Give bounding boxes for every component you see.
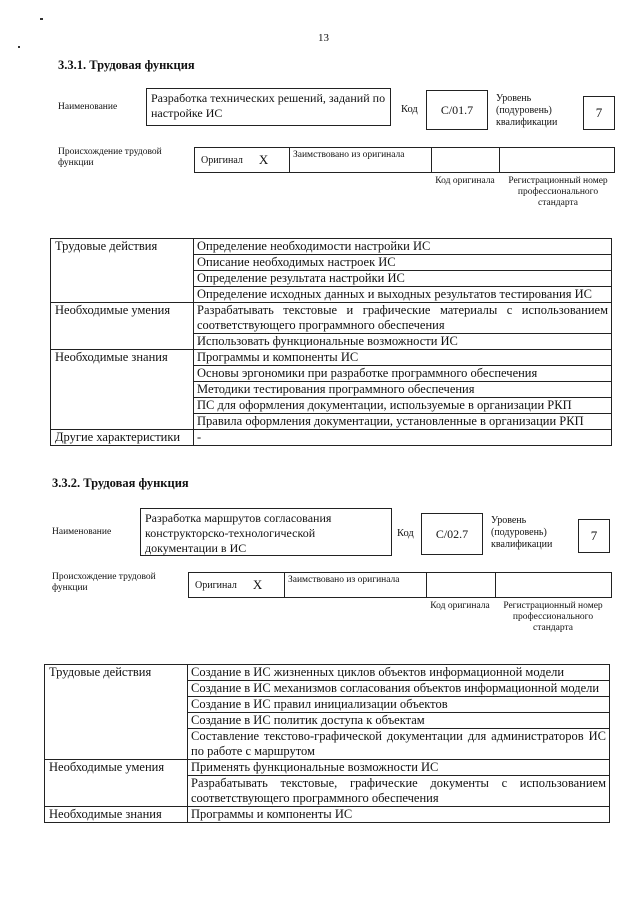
original-label: Оригинал [201,154,243,166]
function-table [50,238,612,446]
table-row: Программы и компоненты ИС [194,350,612,366]
original-cell [189,573,285,597]
code-label: Код [401,104,418,115]
level-box: 7 [578,519,610,553]
reg-num-cell [496,573,611,597]
origin-row [188,572,612,598]
table-row: Программы и компоненты ИС [188,807,610,823]
original-cell [195,148,290,172]
level-label: Уровень (подуровень) квалификации [491,515,553,550]
table-row: Описание необходимых настроек ИС [194,255,612,271]
function-code-box: C/01.7 [426,90,488,130]
function-table [44,664,610,823]
table-row: Определение необходимости настройки ИС [194,239,612,255]
orig-code-cell [427,573,496,597]
table-row: Составление текстово-графической документации для администраторов ИС по работе с маршрутом [188,729,610,760]
category-cell: Необходимые знания [51,350,194,430]
orig-code-cell [432,148,500,172]
section-heading: 3.3.1. Трудовая функция [58,58,195,72]
table-row: Создание в ИС механизмов согласования объектов информационной модели [188,681,610,697]
category-cell: Необходимые умения [45,760,188,807]
page-number: 13 [318,32,329,44]
table-row: ПС для оформления документации, используемые в организации РКП [194,398,612,414]
category-cell: Трудовые действия [51,239,194,303]
function-code-box: C/02.7 [421,513,483,555]
table-row: - [194,430,612,446]
reg-num-caption: Регистрационный номер профессионального стандарта [508,176,608,208]
table-row: Создание в ИС жизненных циклов объектов информационной модели [188,665,610,681]
origin-row [194,147,615,173]
original-mark: X [252,577,263,592]
table-row: Определение результата настройки ИС [194,271,612,287]
table-row: Разрабатывать текстовые и графические материалы с использованием соответствующего программного обеспечения [194,303,612,334]
original-label: Оригинал [195,579,237,591]
function-name-box: Разработка технических решений, заданий по настройке ИС [146,88,391,126]
table-row: Правила оформления документации, установленные в организации РКП [194,414,612,430]
origin-label: Происхождение трудовой функции [52,572,156,593]
table-row: Применять функциональные возможности ИС [188,760,610,776]
code-label: Код [397,528,414,539]
orig-code-caption: Код оригинала [430,601,490,611]
scan-mark [40,18,43,20]
level-box: 7 [583,96,615,130]
table-row: Использовать функциональные возможности ИС [194,334,612,350]
original-mark: X [258,152,269,167]
table-row: Разрабатывать текстовые, графические документы с использованием соответствующего программного обеспечения [188,776,610,807]
reg-num-cell [500,148,614,172]
category-cell: Трудовые действия [45,665,188,760]
function-name-box: Разработка маршрутов согласования конструкторско-технологической документации в ИС [140,508,392,556]
orig-code-caption: Код оригинала [435,176,495,186]
table-row: Определение исходных данных и выходных результатов тестирования ИС [194,287,612,303]
section-heading: 3.3.2. Трудовая функция [52,476,189,490]
scan-mark [18,46,20,48]
table-row: Создание в ИС политик доступа к объектам [188,713,610,729]
level-label: Уровень (подуровень) квалификации [496,93,558,128]
name-label: Наименование [52,527,112,537]
category-cell: Другие характеристики [51,430,194,446]
name-label: Наименование [58,102,118,112]
reg-num-caption: Регистрационный номер профессионального стандарта [503,601,603,633]
table-row: Основы эргономики при разработке программного обеспечения [194,366,612,382]
category-cell: Необходимые умения [51,303,194,350]
borrowed-cell: Заимствовано из оригинала [290,148,432,172]
category-cell: Необходимые знания [45,807,188,823]
table-row: Создание в ИС правил инициализации объектов [188,697,610,713]
borrowed-cell: Заимствовано из оригинала [285,573,427,597]
origin-label: Происхождение трудовой функции [58,147,162,168]
table-row: Методики тестирования программного обеспечения [194,382,612,398]
